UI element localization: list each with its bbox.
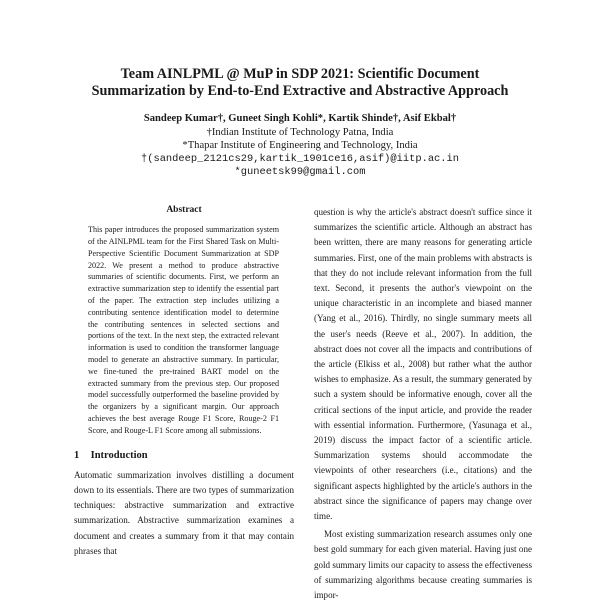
- title-line-2: Summarization by End-to-End Extractive and Abstractive Approach: [91, 83, 509, 99]
- section-title: Introduction: [90, 449, 148, 461]
- paper-title: [60, 66, 540, 100]
- email-gmail: *guneetsk99@gmail.com: [234, 166, 366, 178]
- email-iitp: †(sandeep_2121cs29,kartik_1901ce16,asif)@iitp.ac.in: [140, 152, 459, 165]
- right-column: [314, 205, 532, 603]
- author-block: [40, 112, 560, 180]
- left-column: [74, 205, 294, 559]
- introduction-text: Automatic summarization involves distilling a document down to its essentials. There are two types of summarization techniques: abstractive summarization and extractive summarization. Abstractive summarization examines a document and creates a summary from it that may contain phrases that: [74, 469, 294, 556]
- abstract-text: This paper introduces the proposed summarization system of the AINLPML team for the First Shared Task on Multi-Perspective Scientific Document Summarization at SDP 2022. We present a method to produce abstractive summaries of scientific documents. First, we perform an extractive summarization step to identify the essential part of the paper. The extraction step includes utilizing a contributing sentence identification model to determine the contributing sentences in selected sections and portions of the text. In the next step, the extracted relevant information is used to condition the transformer language model to generate an abstractive summary. In particular, we fine-tuned the pre-trained BART model on the extracted summary from the previous step. Our proposed model successfully outperformed the baseline provided by the organizers by a significant margin. Our approach achieves the best average Rouge F1 Score, Rouge-2 F1 Score, and Rouge-L F1 Score among all submissions.: [88, 225, 279, 435]
- affiliation-thapar: *Thapar Institute of Engineering and Technology, India: [182, 140, 418, 151]
- section-number: 1: [74, 449, 80, 461]
- section-heading-introduction: [74, 450, 294, 461]
- right-paragraph-2: Most existing summarization research assumes only one best gold summary for each given material. Having just one gold summary limits our capacity to assess the effectiveness of summarizing algorithms because creating summaries is impor-: [314, 529, 532, 601]
- right-paragraph-1: question is why the article's abstract doesn't suffice since it summarizes the scientific article. Although an abstract has been written, there are many reasons for generating article summaries. First, one of the main problems with abstracts is that they do not include relevant information from the full text. Second, it presents the author's viewpoint on the unique characteristic in an incomplete and biased manner (Yang et al., 2016). Thirdly, no single summary meets all the user's needs (Reeve et al., 2007). In addition, the abstract does not cover all the impacts and contributions of the article (Elkiss et al., 2008) but rather what the author wishes to emphasize. As a result, the summary generated by such a system should be informative enough, cover all the critical sections of the input article, and provide the reader with essential information. Furthermore, (Yasunaga et al., 2019) discuss the impact factor of a scientific article. Summarization systems should accommodate the viewpoints of other researchers (i.e., citations) and the significant aspects highlighted by the article's authors in the abstract since the significance of papers may change over time.: [314, 207, 532, 522]
- abstract-heading: Abstract: [166, 205, 202, 215]
- title-line-1: Team AINLPML @ MuP in SDP 2021: Scientific Document: [120, 66, 480, 82]
- author-names: Sandeep Kumar†, Guneet Singh Kohli*, Kartik Shinde†, Asif Ekbal†: [143, 113, 457, 124]
- affiliation-iitp: †Indian Institute of Technology Patna, India: [206, 126, 394, 138]
